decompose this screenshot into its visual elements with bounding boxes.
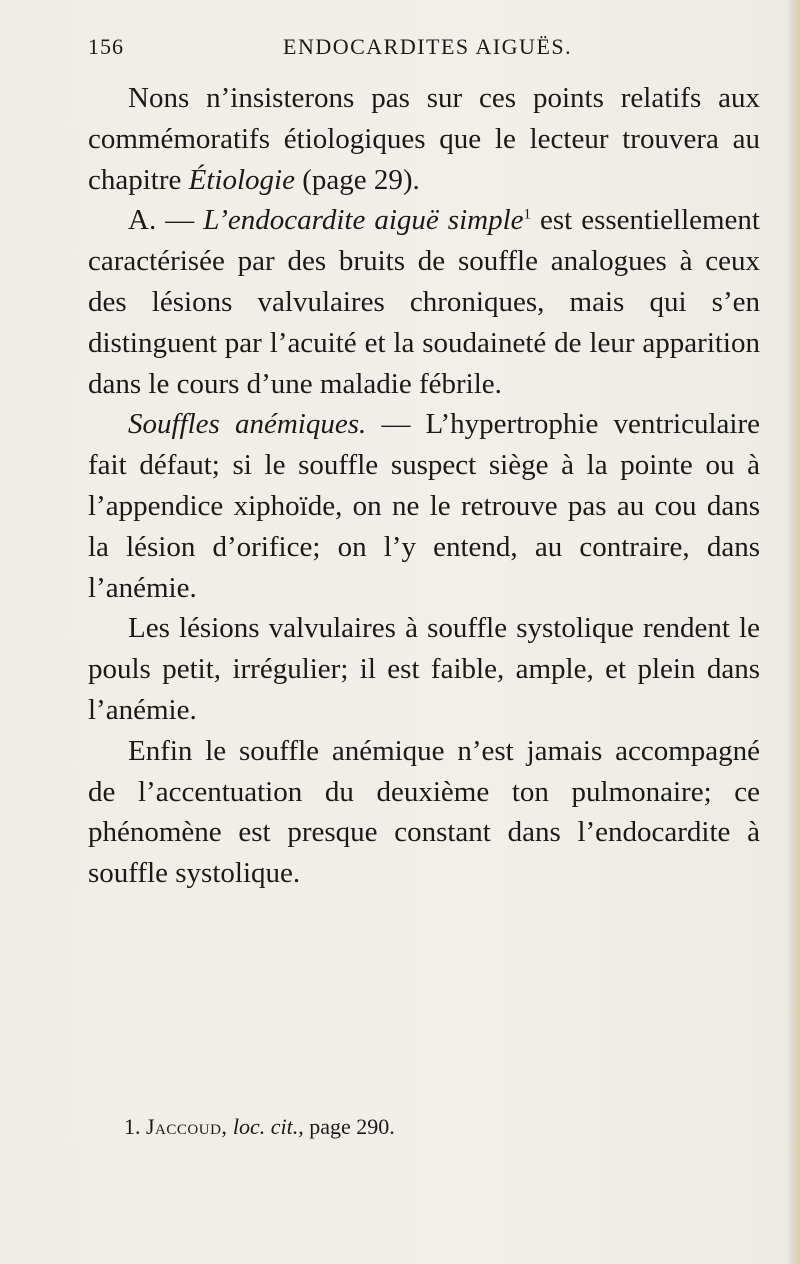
section-title: L’endocardite aiguë simple (203, 204, 524, 237)
body-text (88, 78, 760, 894)
paragraph-1 (88, 78, 760, 200)
running-head: ENDOCARDITES AIGUËS. (283, 34, 573, 59)
paragraph-5 (88, 731, 760, 894)
footnote-reference: loc. cit., (232, 1114, 304, 1139)
section-marker: A. — (128, 204, 195, 237)
footnote-marker: 1 (523, 206, 531, 223)
paragraph-1-text: Nons n’insisterons pas sur ces points relatifs aux commémoratifs étiologiques que le lecteur trouvera au chapitre (88, 82, 760, 196)
paragraph-3-text: — L’hypertrophie ventriculaire fait défaut; si le souffle suspect siège à la pointe ou à l’appendice xiphoïde, on ne le retrouve pas au cou dans la lésion d’orifice; on l’y entend, au contraire, dans l’anémie. (88, 408, 761, 604)
paragraph-5-text: Enfin le souffle anémique n’est jamais accompagné de l’accentuation du deuxième ton pulmonaire; ce phénomène est presque constant dans l’endocardite à souffle systolique. (88, 734, 760, 890)
chapter-reference: Étiologie (188, 163, 295, 196)
page-header (88, 34, 758, 64)
paragraph-4-text: Les lésions valvulaires à souffle systolique rendent le pouls petit, irrégulier; il est faible, ample, et plein dans l’anémie. (88, 612, 760, 726)
footnote-page: page 290. (309, 1114, 395, 1139)
paragraph-3 (88, 404, 760, 608)
footnote-author: Jaccoud, (146, 1114, 228, 1139)
paragraph-2 (88, 200, 760, 404)
footnote-number: 1. (124, 1114, 141, 1139)
subsection-title: Souffles anémiques. (128, 408, 367, 441)
paragraph-2-text: est essentiellement caractérisée par des bruits de souffle analogues à ceux des lésions valvulaires chroniques, mais qui s’en distinguent par l’acuité et la soudaineté de leur apparition dans le cours d’une maladie fébrile. (88, 204, 760, 400)
paragraph-1-end: (page 29). (302, 163, 420, 196)
page-number: 156 (88, 34, 124, 59)
page-edge (786, 0, 800, 1264)
paragraph-4 (88, 608, 760, 730)
footnote (124, 1114, 395, 1140)
